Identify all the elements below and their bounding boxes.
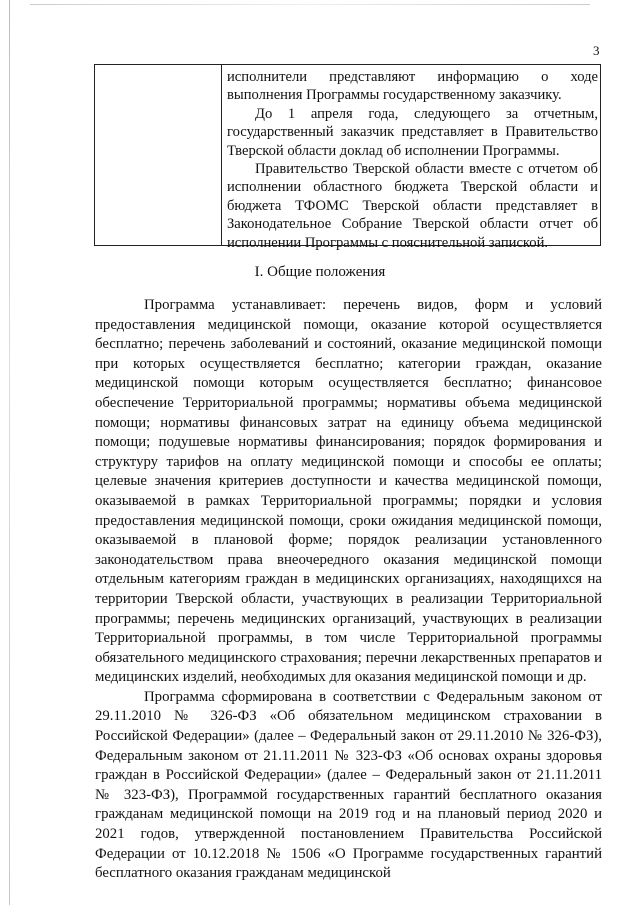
section-body [95, 296, 602, 884]
table-paragraph-3: Правительство Тверской области вместе с отчетом об исполнении областного бюджета Тверской области и бюджета ТФОМС Тверской области представляет в Законодательное Собрание Тверской области отчет об исполнении Программы с пояснительной запиской. [227, 161, 598, 251]
table-paragraph-2: До 1 апреля года, следующего за отчетным, государственный заказчик представляет в Правительство Тверской области доклад об исполнении Программы. [227, 105, 598, 159]
body-paragraph-1: Программа устанавливает: перечень видов, форм и условий предоставления медицинской помощи, оказание которой осуществляется бесплатно; перечень заболеваний и состояний, оказание медицинской помощи при которых осуществляется бесплатно; категории граждан, оказание медицинской помощи которым осуществляется бесплатно; финансовое обеспечение Территориальной программы; нормативы объема медицинской помощи; нормативы финансовых затрат на единицу объема медицинской помощи; подушевые нормативы финансирования; порядок формирования и структуру тарифов на оплату медицинской помощи и способы ее оплаты; целевые значения критериев доступности и качества медицинской помощи, оказываемой в рамках Территориальной программы; порядки и условия предоставления медицинской помощи, сроки ожидания медицинской помощи, оказываемой в плановой форме; порядок реализации установленного законодательством права внеочередного оказания медицинской помощи отдельным категориям граждан в медицинских организациях, находящихся на территории Тверской области, участвующих в реализации Территориальной программы; перечень медицинских организаций, участвующих в реализации Территориальной программы, в том числе Территориальной программы обязательного медицинского страхования; перечни лекарственных препаратов и медицинских изделий, необходимых для оказания медицинской помощи и др. [95, 297, 602, 686]
scan-top-edge [30, 4, 590, 5]
table-empty-cell [95, 65, 222, 245]
page-number: 3 [593, 43, 600, 58]
table-text-cell [222, 65, 600, 251]
table-paragraph-1: исполнители представляют информацию о ходе выполнения Программы государственному заказчику. [227, 69, 598, 104]
table-continuation [94, 64, 601, 251]
section-heading: I. Общие положения [254, 264, 386, 280]
scan-edge [9, 0, 10, 905]
body-paragraph-2: Программа сформирована в соответствии с Федеральным законом от 29.11.2010 № 326-ФЗ «Об обязательном медицинском страховании в Российской Федерации» (далее – Федеральный закон от 29.11.2010 № 326-ФЗ), Федеральным законом от 21.11.2011 № 323-ФЗ «Об основах охраны здоровья граждан в Российской Федерации» (далее – Федеральный закон от 21.11.2011 № 323-ФЗ), Программой государственных гарантий бесплатного оказания гражданам медицинской помощи на 2019 год и на плановый период 2020 и 2021 годов, утвержденной постановлением Правительства Российской Федерации от 10.12.2018 № 1506 «О Программе государственных гарантий бесплатного оказания гражданам медицинской [95, 688, 602, 882]
